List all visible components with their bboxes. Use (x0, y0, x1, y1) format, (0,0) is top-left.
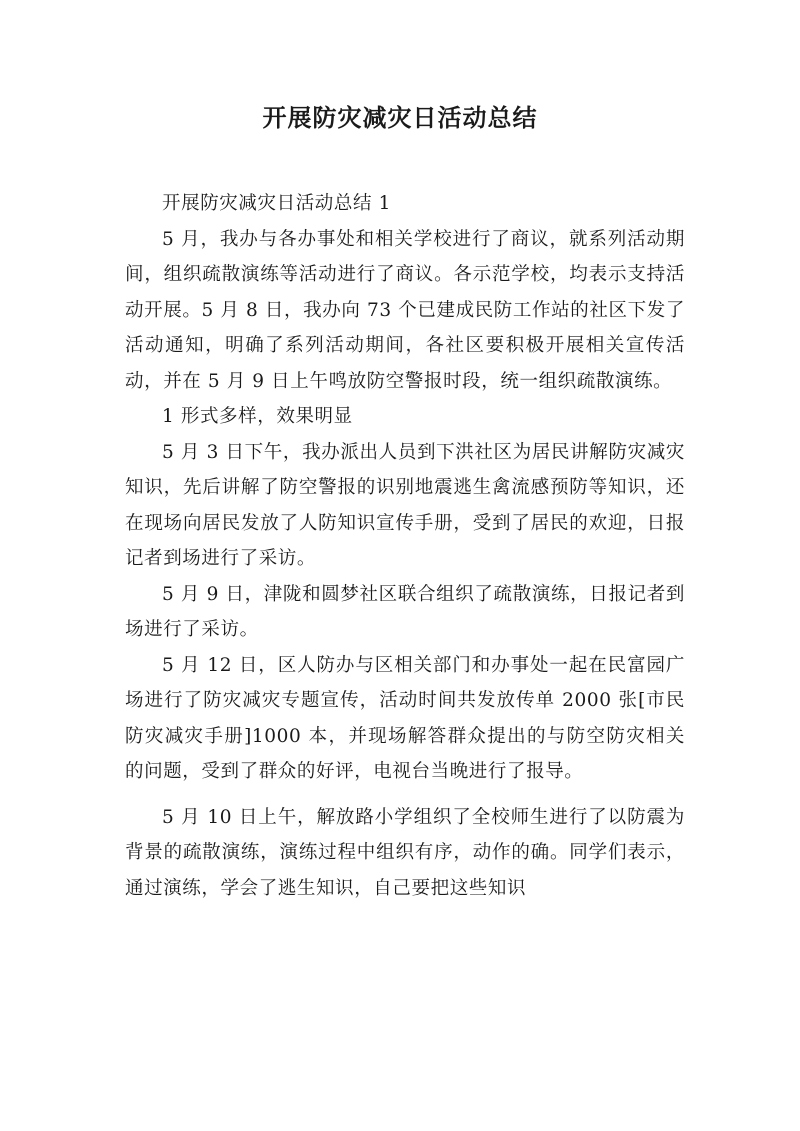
paragraph-section-heading: 1 形式多样，效果明显 (162, 406, 353, 427)
paragraph-intro: 5 月，我办与各办事处和相关学校进行了商议，就系列活动期间，组织疏散演练等活动进行了商议。各示范学校，均表示支持活动开展。5 月 8 日，我办向 73 个已建成民防工作站的社区下发了活动通知，明确了系列活动期间，各社区要积极开展相关宣传活动，并在 5 月 9 日上午鸣放防空警报时段，统一组织疏散演练。 (125, 228, 685, 392)
paragraph-may-3: 5 月 3 日下午，我办派出人员到下洪社区为居民讲解防灾减灾知识，先后讲解了防空警报的识别地震逃生禽流感预防等知识，还在现场向居民发放了人防知识宣传手册，受到了居民的欢迎，日报记者到场进行了采访。 (125, 441, 685, 569)
document-body (125, 186, 685, 906)
paragraph-may-9: 5 月 9 日，津陇和圆梦社区联合组织了疏散演练，日报记者到场进行了采访。 (125, 583, 685, 640)
paragraph-subtitle: 开展防灾减灾日活动总结 1 (162, 193, 391, 214)
paragraph-may-12: 5 月 12 日，区人防办与区相关部门和办事处一起在民富园广场进行了防灾减灾专题宣传，活动时间共发放传单 2000 张[市民防灾减灾手册]1000 本，并现场解答群众提出的与防空防灾相关的问题，受到了群众的好评，电视台当晚进行了报导。 (125, 654, 685, 782)
document-title: 开展防灾减灾日活动总结 (262, 103, 538, 132)
paragraph-may-10: 5 月 10 日上午，解放路小学组织了全校师生进行了以防震为背景的疏散演练，演练过程中组织有序，动作的确。同学们表示，通过演练，学会了逃生知识，自己要把这些知识 (125, 806, 685, 899)
